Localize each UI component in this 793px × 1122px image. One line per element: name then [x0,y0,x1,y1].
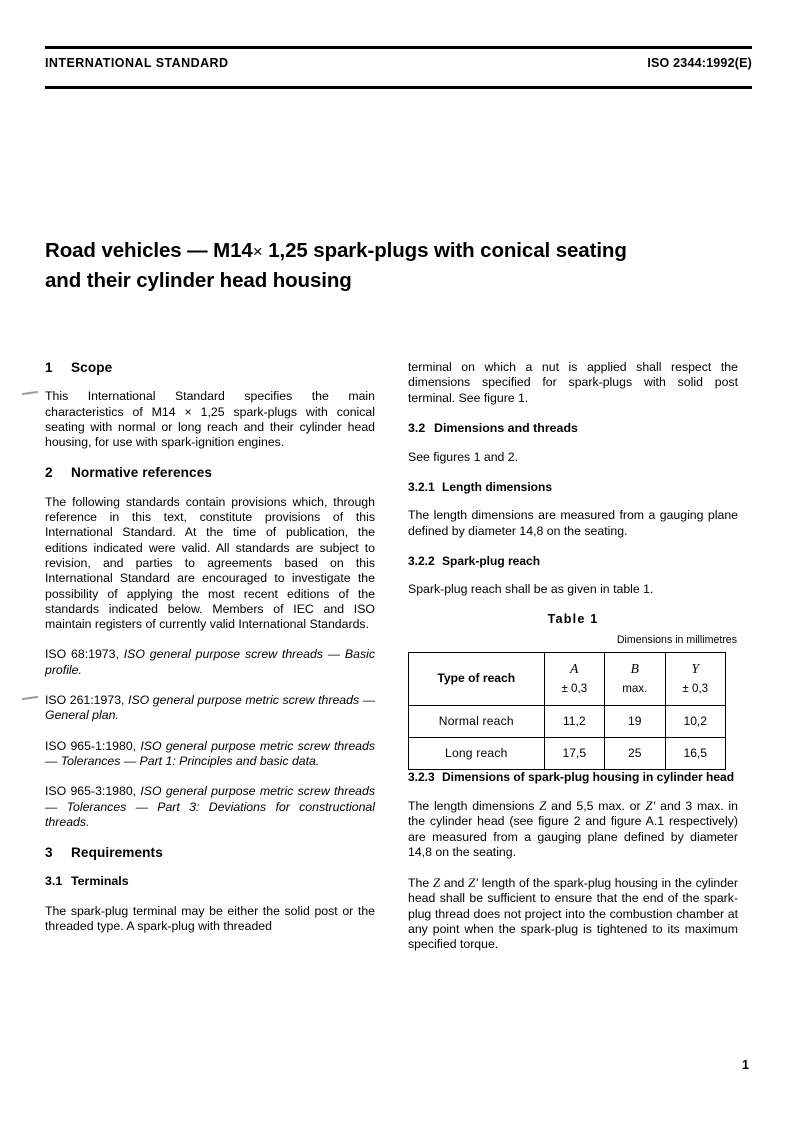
normative-reference-item [45,693,375,724]
header-rule-top [45,46,752,49]
clause-heading-2 [45,465,375,480]
cell-value-a: 17,5 [544,737,604,769]
symbol-z: Z [432,875,441,891]
header-standard-number: ISO 2344:1992(E) [647,56,752,70]
cell-value-b: 25 [605,737,665,769]
table-units-note: Dimensions in millimetres [616,633,737,646]
subclause-number-3-2: 3.2 [408,420,426,435]
subclause-3-2-1-paragraph: The length dimensions are measured from a gauging plane defined by diameter 14,8 on the seating. [408,508,738,538]
clause-number-1: 1 [45,360,53,375]
normative-reference-item [45,647,375,678]
cell-value-a: 11,2 [544,705,604,737]
subclause-number-3-2-2: 3.2.2 [408,554,435,569]
page-title-line1-before: Road vehicles — M14 [45,239,253,262]
table-head [409,652,726,705]
paragraph-text-c: and 3 max. in the cylinder head (see figure 2 and figure A.1 respectively) are measured from a gauging plane defined by diameter 14,8 on the seating. [408,798,738,859]
clause-heading-3 [45,845,375,860]
right-text-column [408,360,738,968]
column-header-y [665,652,725,705]
page-title [45,236,715,295]
paragraph-text-b: and 5,5 max. or [551,798,641,813]
margin-tick-mark [22,391,38,395]
column-tolerance-y: ± 0,3 [682,681,709,695]
margin-tick-mark [22,696,38,700]
subclause-3-2-2-paragraph: Spark-plug reach shall be as given in table 1. [408,582,654,597]
subclause-heading-3-2-3 [408,770,738,785]
paragraph-text-b: and [443,876,465,891]
column-header-type-of-reach: Type of reach [409,652,545,705]
clause-1-paragraph: This International Standard specifies the main characteristics of M14 × 1,25 spark-plugs with conical seating with normal or long reach and their cylinder head housing, for use with spark-ignition engines. [45,389,375,450]
table-1-block [408,612,738,770]
column-header-b [605,652,665,705]
paragraph-text-c: length of the spark-plug housing in the cylinder head shall be sufficient to ensure that the end of the spark-plug thread does not project into the combustion chamber at any point when the spark-plug is tightened to its maximum specified torque. [408,876,738,952]
reach-dimensions-table [408,652,726,770]
clause-number-2: 2 [45,465,53,481]
subclause-title-3-2-1: Length dimensions [442,480,553,495]
subclause-number-3-2-3: 3.2.3 [408,769,435,784]
header-rule-bottom [45,86,752,89]
clause-title-1: Scope [71,360,113,375]
subclause-heading-3-2-1 [408,480,738,495]
paragraph-text-a: The [408,876,430,891]
page-number: 1 [742,1058,749,1072]
clause-2-paragraph: The following standards contain provisions which, through reference in this text, constitute provisions of this International Standard. At the time of publication, the editions indicated were valid. All standards are subject to revision, and parties to agreements based on this International Standard are encouraged to investigate the possibility of applying the most recent editions of the standards indicated below. Members of IEC and ISO maintain registers of currently valid International Standards. [45,494,375,632]
table-caption: Table 1 [547,612,599,627]
table-body [409,705,726,769]
subclause-heading-3-2-2 [408,554,738,569]
subclause-number-3-1: 3.1 [45,874,63,889]
column-tolerance-b: max. [622,681,648,695]
reference-designation: ISO 965-1:1980, [45,738,137,753]
reference-title: ISO general purpose metric screw threads — Tolerances — Part 3: Deviations for constructional threads. [45,784,376,829]
column-symbol-y: Y [691,660,700,676]
subclause-3-1-paragraph-part1: The spark-plug terminal may be either the solid post or the threaded type. A spark-plug with threaded [45,903,375,934]
column-header-a [544,652,604,705]
subclause-title-3-2-2: Spark-plug reach [442,554,541,569]
normative-reference-item [45,784,375,830]
subclause-3-2-3-paragraph-2 [408,875,738,952]
cell-reach-type: Long reach [409,737,545,769]
header-standard-type: INTERNATIONAL STANDARD [45,56,229,70]
subclause-3-2-paragraph: See figures 1 and 2. [408,450,519,465]
clause-heading-1 [45,360,375,375]
subclause-heading-3-1 [45,874,375,889]
subclause-title-3-2: Dimensions and threads [434,420,578,435]
cell-reach-type: Normal reach [409,705,545,737]
normative-reference-item [45,739,375,770]
left-text-column [45,360,375,949]
subclause-title-3-2-3: Dimensions of spark-plug housing in cylinder head [442,769,735,784]
terminals-paragraph-continued: terminal on which a nut is applied shall respect the dimensions specified for spark-plugs with solid post terminal. See figure 1. [408,360,738,405]
column-symbol-b: B [630,660,639,676]
clause-title-3: Requirements [71,845,163,861]
reference-designation: ISO 261:1973, [45,693,125,708]
subclause-heading-3-2 [408,421,738,436]
cell-value-b: 19 [605,705,665,737]
paragraph-text-a: The length dimensions [408,798,535,813]
column-symbol-a: A [570,660,579,676]
symbol-z-prime: Z′ [468,875,479,891]
page-title-line1-after: 1,25 spark-plugs with conical seating [268,239,627,262]
reference-designation: ISO 68:1973, [45,647,119,662]
multiplication-sign-icon: × [252,242,263,261]
subclause-title-3-1: Terminals [71,874,129,889]
cell-value-y: 16,5 [665,737,725,769]
symbol-z: Z [539,797,547,813]
subclause-number-3-2-1: 3.2.1 [408,480,435,495]
table-row [409,737,726,769]
symbol-z-prime: Z′ [645,797,656,813]
reference-title: ISO general purpose screw threads — Basic profile. [45,647,376,677]
clause-title-2: Normative references [71,465,213,481]
clause-number-3: 3 [45,845,53,861]
cell-value-y: 10,2 [665,705,725,737]
reference-designation: ISO 965-3:1980, [45,784,137,799]
reference-title: ISO general purpose metric screw threads — General plan. [45,693,376,723]
table-header-row [409,652,726,705]
page-title-line2: and their cylinder head housing [45,269,352,292]
table-row [409,705,726,737]
column-tolerance-a: ± 0,3 [561,681,588,695]
reference-title: ISO general purpose metric screw threads — Tolerances — Part 1: Principles and basic data. [45,738,376,768]
subclause-3-2-3-paragraph-1 [408,798,738,860]
